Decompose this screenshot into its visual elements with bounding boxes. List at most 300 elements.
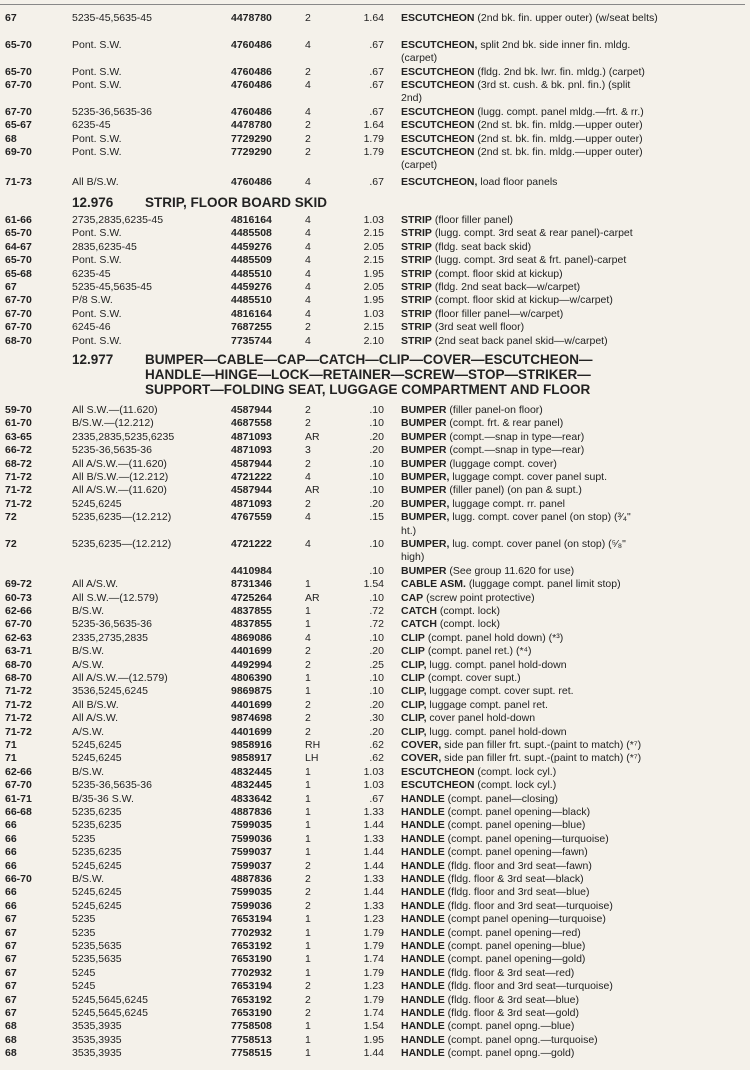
part-number: 7653192 — [231, 940, 272, 952]
part-detail: lugg. compt. panel hold-down — [426, 725, 567, 738]
part-detail: (2nd st. bk. fin. mldg.—upper outer) — [474, 119, 643, 132]
quantity: 3 — [305, 444, 311, 457]
part-description — [401, 819, 585, 832]
quantity: 2 — [305, 417, 311, 430]
part-name: BUMPER, — [401, 511, 450, 524]
price: .10 — [369, 631, 384, 644]
price: .20 — [369, 725, 384, 738]
part-number: 9858917 — [231, 752, 272, 765]
model-number: 5245,5645,6245 — [72, 993, 148, 1006]
part-row — [0, 484, 750, 497]
part-description — [401, 712, 535, 725]
model-number: 6235-45 — [72, 267, 111, 280]
model-year: 67 — [5, 980, 17, 993]
part-detail: (compt. cover supt.) — [424, 672, 521, 684]
part-detail: (compt. lock) — [436, 605, 500, 617]
part-name: HANDLE — [401, 886, 445, 899]
model-year: 72 — [5, 538, 17, 550]
part-row — [0, 605, 750, 618]
model-number: A/S.W. — [72, 725, 105, 738]
quantity: 1 — [305, 832, 311, 845]
part-number: 7653190 — [231, 953, 272, 966]
part-name: HANDLE — [401, 806, 445, 818]
part-detail: (compt. panel opening—gold) — [444, 953, 586, 966]
part-detail: (See group 11.620 for use) — [446, 564, 575, 577]
part-row — [0, 321, 750, 334]
part-name: STRIP — [401, 321, 432, 334]
part-name: STRIP — [401, 334, 432, 347]
part-name: ESCUTCHEON — [401, 119, 475, 132]
part-description — [401, 241, 531, 254]
part-description — [401, 511, 631, 524]
part-detail: (floor filler panel—w/carpet) — [431, 307, 564, 320]
model-number: 5235,6235 — [72, 819, 122, 832]
part-name: BUMPER — [401, 444, 447, 457]
part-number: 4832445 — [231, 779, 272, 792]
price: 1.03 — [363, 765, 384, 778]
part-name: ESCUTCHEON — [401, 12, 475, 24]
part-row — [0, 565, 750, 578]
model-number: 5245,6245 — [72, 497, 122, 510]
part-detail: high) — [401, 551, 425, 564]
part-description — [401, 632, 563, 645]
model-year: 64-67 — [5, 240, 32, 253]
part-number: 4837855 — [231, 618, 272, 631]
model-year: 65-70 — [5, 254, 32, 267]
part-description — [401, 281, 580, 294]
part-row — [0, 268, 750, 281]
part-description — [401, 980, 613, 993]
quantity: 4 — [305, 267, 311, 280]
model-number: 5245 — [72, 966, 96, 979]
part-detail: (luggage compt. panel limit stop) — [465, 578, 621, 591]
part-name: HANDLE — [401, 819, 445, 832]
quantity: AR — [305, 430, 320, 443]
part-row — [0, 214, 750, 227]
part-number: 9858916 — [231, 739, 272, 751]
part-name: ESCUTCHEON — [401, 79, 475, 91]
price: 1.33 — [363, 832, 384, 845]
part-number: 4837855 — [231, 605, 272, 617]
part-detail: luggage compt. rr. panel — [449, 497, 565, 510]
model-number: All A/S.W.—(11.620) — [72, 457, 167, 470]
model-year: 68-72 — [5, 457, 32, 470]
quantity: 1 — [305, 966, 311, 979]
part-number: 4760486 — [231, 176, 272, 188]
part-number: 7599035 — [231, 886, 272, 899]
part-row — [0, 940, 750, 953]
part-name: STRIP — [401, 307, 432, 320]
price: 1.95 — [363, 294, 384, 307]
price: 1.79 — [363, 966, 384, 979]
part-row — [0, 578, 750, 591]
model-number: Pont. S.W. — [72, 307, 122, 320]
price: 1.64 — [363, 119, 384, 132]
model-number: All A/S.W. — [72, 578, 119, 591]
quantity: 2 — [305, 658, 311, 671]
quantity: 1 — [305, 792, 311, 805]
model-number: Pont. S.W. — [72, 227, 122, 240]
model-year: 67-70 — [5, 294, 32, 307]
part-description — [401, 739, 641, 752]
model-year: 65-70 — [5, 65, 32, 78]
part-description — [401, 900, 613, 913]
price: 1.33 — [363, 873, 384, 885]
quantity: 1 — [305, 618, 311, 631]
quantity: 1 — [305, 672, 311, 684]
model-number: 2835,6235-45 — [72, 240, 137, 253]
price: .25 — [369, 658, 384, 671]
part-row — [0, 886, 750, 899]
model-year: 65-67 — [5, 119, 32, 132]
quantity: 1 — [305, 685, 311, 698]
part-row — [0, 335, 750, 348]
section-title: STRIP, FLOOR BOARD SKID — [145, 195, 328, 210]
part-description — [401, 146, 643, 159]
part-description — [401, 578, 621, 591]
part-detail: (compt. panel ret.) (*⁴) — [424, 645, 532, 658]
price: .67 — [369, 79, 384, 91]
quantity: 1 — [305, 605, 311, 617]
part-detail: lug. compt. cover panel (on stop) (⁵⁄₈" — [449, 538, 626, 550]
part-number: 4410984 — [231, 564, 272, 577]
part-row — [0, 281, 750, 294]
part-detail: (fldg. floor & 3rd seat—black) — [444, 873, 584, 885]
part-row — [0, 846, 750, 859]
section-heading — [0, 352, 750, 397]
part-detail: (compt.—snap in type—rear) — [446, 430, 585, 443]
part-number: 4687558 — [231, 417, 272, 430]
model-year: 69-72 — [5, 578, 32, 591]
price: .15 — [369, 511, 384, 524]
price: 1.79 — [363, 926, 384, 939]
model-number: 5245,5645,6245 — [72, 1007, 148, 1019]
part-description — [401, 645, 532, 658]
model-year: 66-72 — [5, 444, 32, 457]
part-detail: (compt. panel opening—black) — [444, 806, 591, 818]
part-detail: lugg. compt. panel hold-down — [426, 658, 567, 671]
price: 1.74 — [363, 953, 384, 966]
model-year: 63-65 — [5, 430, 32, 443]
part-detail: (fldg. floor & 3rd seat—blue) — [444, 993, 579, 1006]
part-description — [401, 659, 567, 672]
price: .62 — [369, 739, 384, 751]
quantity: AR — [305, 591, 320, 604]
part-name: COVER, — [401, 739, 442, 751]
model-year: 68-70 — [5, 672, 32, 684]
part-description — [401, 551, 424, 564]
part-detail: (compt. panel—closing) — [444, 792, 558, 805]
price: .20 — [369, 497, 384, 510]
part-detail: (fldg. 2nd seat back—w/carpet) — [431, 281, 581, 293]
quantity: 1 — [305, 779, 311, 792]
model-year: 67 — [5, 281, 17, 293]
part-detail: load floor panels — [477, 176, 558, 188]
quantity: 2 — [305, 321, 311, 334]
part-row — [0, 159, 750, 172]
part-number: 7758515 — [231, 1047, 272, 1060]
model-year: 67 — [5, 993, 17, 1006]
model-number: All A/S.W. — [72, 712, 119, 725]
part-detail: (lugg. compt. 3rd seat & rear panel)-carpet — [431, 227, 633, 240]
part-name: HANDLE — [401, 926, 445, 939]
part-description — [401, 779, 556, 792]
part-row — [0, 766, 750, 779]
part-row — [0, 106, 750, 119]
quantity: 4 — [305, 254, 311, 267]
part-number: 8731346 — [231, 578, 272, 591]
model-number: 2335,2735,2835 — [72, 631, 148, 644]
part-detail: (luggage compt. cover) — [446, 457, 557, 470]
price: 1.23 — [363, 913, 384, 926]
part-row — [0, 994, 750, 1007]
price: .10 — [369, 404, 384, 416]
section-title: HANDLE—HINGE—LOCK—RETAINER—SCREW—STOP—STRIKER— — [145, 367, 591, 382]
part-detail: (compt. lock cyl.) — [474, 779, 557, 792]
model-number: P/8 S.W. — [72, 294, 113, 307]
price: .10 — [369, 591, 384, 604]
quantity: 4 — [305, 511, 311, 524]
part-row — [0, 227, 750, 240]
part-row — [0, 241, 750, 254]
price: 1.79 — [363, 993, 384, 1006]
part-detail: cover panel hold-down — [426, 712, 536, 725]
part-description — [401, 335, 608, 348]
part-detail: (filler panel-on floor) — [446, 404, 543, 416]
model-number: 5245,6245 — [72, 886, 122, 899]
model-year: 67-70 — [5, 618, 32, 631]
model-number: All A/S.W.—(12.579) — [72, 672, 168, 684]
part-description — [401, 417, 563, 430]
part-number: 7653190 — [231, 1007, 272, 1019]
part-name: BUMPER — [401, 564, 447, 577]
part-description — [401, 92, 422, 105]
part-name: ESCUTCHEON, — [401, 38, 478, 51]
quantity: 4 — [305, 307, 311, 320]
part-detail: (compt. panel opng.—gold) — [444, 1047, 575, 1060]
part-name: HANDLE — [401, 966, 445, 979]
section-heading — [0, 195, 750, 210]
price: .20 — [369, 645, 384, 658]
part-description — [401, 699, 548, 712]
model-number: Pont. S.W. — [72, 38, 122, 51]
model-number: 5245,6245 — [72, 899, 122, 912]
part-detail: (compt. frt. & rear panel) — [446, 417, 564, 430]
model-year: 71 — [5, 739, 17, 751]
part-number: 4401699 — [231, 698, 272, 711]
part-detail: (fldg. floor and 3rd seat—turquoise) — [444, 980, 613, 993]
part-description — [401, 565, 574, 578]
model-year: 68 — [5, 1047, 17, 1060]
quantity: 4 — [305, 79, 311, 91]
part-row — [0, 431, 750, 444]
model-year: 71-72 — [5, 685, 32, 698]
model-year: 68-70 — [5, 334, 32, 347]
part-detail: (floor filler panel) — [431, 214, 514, 226]
part-number: 7599036 — [231, 832, 272, 845]
quantity: AR — [305, 484, 320, 497]
model-year: 67 — [5, 926, 17, 939]
model-number: 3536,5245,6245 — [72, 685, 148, 698]
part-name: STRIP — [401, 267, 432, 280]
part-description — [401, 726, 567, 739]
part-description — [401, 214, 513, 227]
quantity: 1 — [305, 913, 311, 926]
model-number: 5235 — [72, 832, 96, 845]
part-detail: (carpet) — [401, 159, 438, 172]
part-number: 4485508 — [231, 227, 272, 240]
quantity: 2 — [305, 980, 311, 993]
part-name: CLIP, — [401, 725, 427, 738]
part-row — [0, 806, 750, 819]
price: 2.15 — [363, 254, 384, 267]
part-description — [401, 12, 658, 25]
part-number: 7687255 — [231, 321, 272, 334]
model-number: All S.W.—(11.620) — [72, 404, 158, 416]
part-detail: (compt.—snap in type—rear) — [446, 444, 585, 457]
part-name: ESCUTCHEON — [401, 765, 475, 778]
part-row — [0, 618, 750, 631]
part-name: HANDLE — [401, 832, 445, 845]
part-description — [401, 752, 641, 765]
part-description — [401, 444, 584, 457]
model-year: 71-72 — [5, 712, 32, 725]
quantity: 2 — [305, 698, 311, 711]
part-name: STRIP — [401, 254, 432, 267]
part-number: 4478780 — [231, 119, 272, 132]
part-detail: side pan filler frt. supt.-(paint to match) (*⁷) — [441, 752, 642, 765]
price: 1.03 — [363, 779, 384, 792]
model-number: 5245,6245 — [72, 859, 122, 872]
part-row — [0, 632, 750, 645]
part-row — [0, 967, 750, 980]
model-year: 67 — [5, 966, 17, 979]
part-row — [0, 176, 750, 189]
part-description — [401, 913, 606, 926]
model-number: Pont. S.W. — [72, 79, 122, 91]
part-description — [401, 321, 524, 334]
part-description — [401, 618, 500, 631]
part-name: HANDLE — [401, 846, 445, 859]
quantity: 2 — [305, 119, 311, 132]
part-detail: (fldg. floor and 3rd seat—turquoise) — [444, 899, 613, 912]
price: .67 — [369, 105, 384, 118]
price: .67 — [369, 65, 384, 78]
model-year: 67 — [5, 913, 17, 926]
model-number: B/S.W. — [72, 645, 105, 658]
price: 1.54 — [363, 578, 384, 591]
model-year: 68 — [5, 132, 17, 145]
quantity: 2 — [305, 404, 311, 416]
part-number: 7653194 — [231, 913, 272, 926]
model-year: 61-66 — [5, 214, 32, 226]
part-row — [0, 726, 750, 739]
part-row — [0, 511, 750, 524]
part-description — [401, 967, 574, 980]
price: 1.79 — [363, 940, 384, 952]
part-row — [0, 645, 750, 658]
model-number: 2335,2835,5235,6235 — [72, 430, 175, 443]
model-number: All B/S.W. — [72, 176, 119, 188]
price: 1.54 — [363, 1020, 384, 1033]
quantity: 1 — [305, 806, 311, 818]
part-number: 4871093 — [231, 444, 272, 457]
model-year: 61-71 — [5, 792, 32, 805]
part-row — [0, 92, 750, 105]
model-number: 5235-36,5635-36 — [72, 779, 152, 792]
part-row — [0, 685, 750, 698]
quantity: 1 — [305, 926, 311, 939]
model-number: 5235-45,5635-45 — [72, 281, 152, 293]
model-number: Pont. S.W. — [72, 334, 122, 347]
part-name: CAP — [401, 591, 424, 604]
part-row — [0, 551, 750, 564]
quantity: 4 — [305, 334, 311, 347]
part-description — [401, 1034, 598, 1047]
price: 2.10 — [363, 334, 384, 347]
part-detail: (compt. panel opening—turquoise) — [444, 832, 609, 845]
model-number: All B/S.W.—(12.212) — [72, 471, 169, 483]
part-row — [0, 980, 750, 993]
part-number: 4832445 — [231, 765, 272, 778]
quantity: 4 — [305, 227, 311, 240]
part-detail: luggage compt. cover supt. ret. — [426, 685, 574, 698]
part-description — [401, 458, 557, 471]
model-year: 67-70 — [5, 105, 32, 118]
part-name: STRIP — [401, 214, 432, 226]
quantity: 4 — [305, 38, 311, 51]
model-number: B/S.W. — [72, 765, 105, 778]
part-name: HANDLE — [401, 913, 445, 926]
part-name: CLIP — [401, 672, 425, 684]
part-description — [401, 793, 558, 806]
quantity: 1 — [305, 1020, 311, 1033]
part-row — [0, 1020, 750, 1033]
part-number: 9869875 — [231, 685, 272, 698]
part-row — [0, 119, 750, 132]
model-number: 5235-45,5635-45 — [72, 12, 152, 24]
model-year: 68 — [5, 1033, 17, 1046]
model-year: 65-70 — [5, 227, 32, 240]
part-description — [401, 994, 579, 1007]
part-name: HANDLE — [401, 873, 445, 885]
part-detail: (2nd bk. fin. upper outer) (w/seat belts) — [474, 12, 658, 24]
part-name: BUMPER — [401, 430, 447, 443]
price: .20 — [369, 430, 384, 443]
part-row — [0, 458, 750, 471]
part-name: CLIP, — [401, 712, 427, 725]
price: 2.15 — [363, 227, 384, 240]
part-description — [401, 227, 633, 240]
part-number: 7702932 — [231, 966, 272, 979]
quantity: 2 — [305, 645, 311, 658]
model-number: 3535,3935 — [72, 1047, 122, 1060]
model-number: 5235 — [72, 913, 96, 926]
part-name: BUMPER — [401, 404, 447, 416]
part-row — [0, 538, 750, 551]
part-description — [401, 268, 563, 281]
price: 2.15 — [363, 321, 384, 334]
part-number: 4492994 — [231, 658, 272, 671]
part-number: 4871093 — [231, 497, 272, 510]
price: .67 — [369, 176, 384, 188]
part-detail: (2nd st. bk. fin. mldg.—upper outer) — [474, 146, 643, 158]
price: .10 — [369, 685, 384, 698]
part-description — [401, 52, 437, 65]
part-description — [401, 294, 613, 307]
part-detail: ht.) — [401, 524, 417, 537]
model-year: 69-70 — [5, 146, 32, 158]
